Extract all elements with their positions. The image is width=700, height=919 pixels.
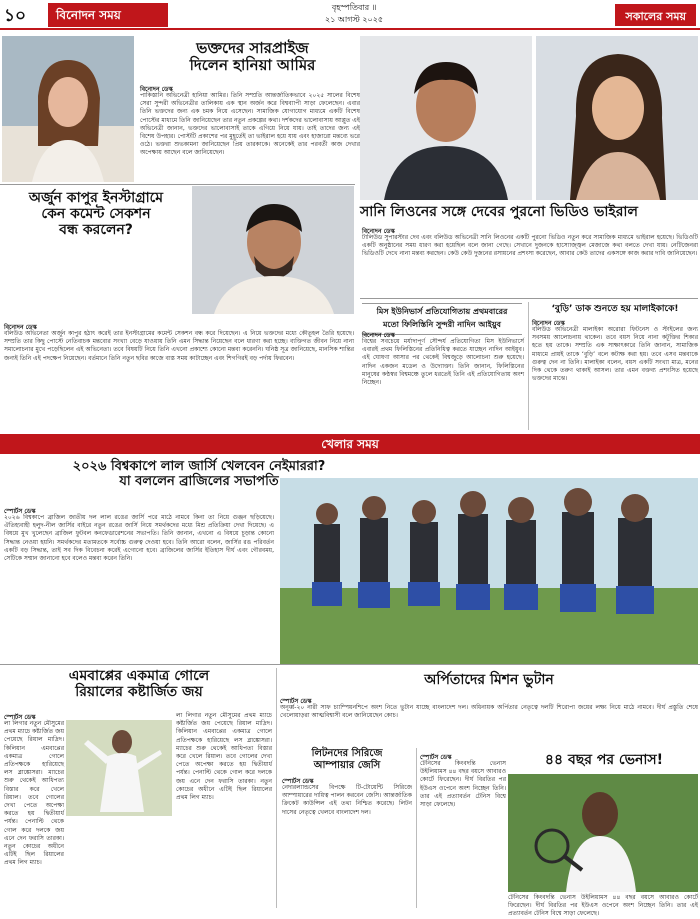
story4-byline: বিনোদন ডেস্ক: [362, 332, 395, 339]
story3-headline: সানি লিওনের সঙ্গে দেবের পুরনো ভিডিও ভাইরাল: [360, 204, 638, 220]
sport2-body: লা লিগার নতুন মৌসুমের প্রথম ম্যাচে কষ্টার্জিত জয় পেয়েছে রিয়াল মাদ্রিদ। কিলিয়ান এমবাপ্পের একমাত্র গোলে প্রতিপক্ষকে হারিয়েছে লস ব্লাঙ্কোসরা। ম্যাচের শুরু থেকেই আধিপত্য বিস্তার করে খেলে রিয়াল। তবে গোলের দেখা পেতে অপেক্ষা করতে হয় দ্বিতীয়ার্ধ পর্যন্ত। পেনাল্টি থেকে গোল করে দলকে জয় এনে দেন ফরাসি তারকা। নতুন কোচের অধীনে এটিই ছিল রিয়ালের প্রথম লিগ ম্যাচ।: [4, 720, 64, 867]
divider: [0, 184, 355, 185]
divider: [276, 668, 277, 908]
date-label: ২১ আগস্ট ২০২৫: [325, 15, 384, 24]
story2-byline: বিনোদন ডেস্ক: [4, 324, 37, 331]
sport5-headline: ৪৪ বছর পর ভেনাস!: [544, 752, 664, 768]
story5-byline: বিনোদন ডেস্ক: [532, 320, 565, 327]
sport4-byline: স্পোর্টস ডেস্ক: [282, 778, 314, 785]
sport3-body: অনূর্ধ্ব-২০ নারী সাফ চ্যাম্পিয়নশিপে অংশ নিতে ভুটান যাচ্ছে বাংলাদেশ দল। অধিনায়ক অর্পিতার নেতৃত্বে দলটি শিরোপা জয়ের লক্ষ্য নিয়ে মাঠে নামবে। দীর্ঘ প্রস্তুতি শেষে খেলোয়াড়রা আত্মবিশ্বাসী বলে জানিয়েছেন কোচ।: [280, 704, 698, 720]
team-photo: [280, 478, 698, 664]
sports-section-bar: [0, 434, 700, 454]
story3-byline: বিনোদন ডেস্ক: [362, 228, 395, 235]
dateline: [325, 2, 383, 26]
story1-headline: ভক্তদের সারপ্রাইজ দিলেন হানিয়া আমির: [189, 39, 316, 75]
story5-body: বলিউড অভিনেত্রী মালাইকা অরোরা ফিটনেস ও স্টাইলের জন্য সবসময় আলোচনায় থাকেন। তবে বয়স নিয়ে নানা কটূক্তির শিকার হতে হয় তাকে। সম্প্রতি এক সাক্ষাৎকারে তিনি জানান, সামাজিক মাধ্যমে প্রায়ই তাকে ‘বুড়ি’ বলে কটাক্ষ করা হয়। তবে এসব মন্তব্যকে গুরুত্ব দেন না তিনি। মালাইকা বলেন, বয়স একটি সংখ্যা মাত্র, মনের দিক থেকে তরুণ থাকাই আসল। তার এমন বক্তব্য প্রশংসিত হয়েছে ভক্তদের মাঝে।: [532, 326, 698, 383]
story1-byline: বিনোদন ডেস্ক: [140, 86, 173, 93]
story2-headline: অর্জুন কাপুর ইনস্টাগ্রামে কেন কমেন্ট সেকশন বন্ধ করলেন?: [28, 190, 164, 239]
sport3-byline: স্পোর্টস ডেস্ক: [280, 698, 312, 705]
brand-logo: সকালের সময়: [615, 4, 696, 26]
sport1-body: ২০২৬ বিশ্বকাপে ব্রাজিল জাতীয় দল লাল রঙের জার্সি পরে মাঠে নামবে কিনা তা নিয়ে গুঞ্জন ছড়িয়েছে। ঐতিহ্যবাহী হলুদ-নীল জার্সির বাইরে নতুন রঙের জার্সি নিয়ে সমর্থকদের মধ্যে মিশ্র প্রতিক্রিয়া দেখা দিয়েছে। এ বিষয়ে মুখ খুলেছেন ব্রাজিল ফুটবল কনফেডারেশনের সভাপতি। তিনি জানান, এখনো এ বিষয়ে চূড়ান্ত কোনো সিদ্ধান্ত নেওয়া হয়নি। সমর্থকদের মতামতকে সর্বোচ্চ গুরুত্ব দেওয়া হবে। তিনি আরো বলেন, জার্সির রঙ পরিবর্তন একটি বড় সিদ্ধান্ত, তাই সব দিক বিবেচনা করেই এগোনো হবে। ব্রাজিলের জার্সির ইতিহাস দীর্ঘ এবং গৌরবময়, সেটিকে সম্মান জানানো হবে বলেও মন্তব্য করেন তিনি।: [4, 514, 274, 563]
sport5-body: টেনিসের কিংবদন্তি ভেনাস উইলিয়ামস ৪৪ বছর বয়সে আবারও কোর্টে ফিরেছেন। দীর্ঘ বিরতির পর ইউএস ওপেনে অংশ নিচ্ছেন তিনি। তার এই প্রত্যাবর্তন টেনিস বিশ্বে সাড়া ফেলেছে।: [420, 760, 506, 809]
sport2-byline: স্পোর্টস ডেস্ক: [4, 714, 36, 721]
sunny-photo: [536, 36, 698, 200]
story5-headline: ‘বুড়ি’ ডাক শুনতে হয় মালাইকাকে!: [551, 304, 679, 314]
arjun-photo: [192, 186, 354, 314]
divider: [416, 748, 417, 908]
story4-body: বিশ্বের সবচেয়ে মর্যাদাপূর্ণ সৌন্দর্য প্রতিযোগিতা মিস ইউনিভার্সে এবারই প্রথম ফিলিস্তিনের প্রতিনিধিত্ব করতে যাচ্ছেন নাদিন আইয়ুব। এই ঘোষণা আসার পর থেকেই বিশ্বজুড়ে আলোচনা শুরু হয়েছে। নাদিন একজন মডেল ও উদ্যোক্তা। তিনি জানান, ফিলিস্তিনের মানুষের কণ্ঠস্বর বিশ্বমঞ্চে তুলে ধরতেই তিনি এই প্রতিযোগিতায় অংশ নিচ্ছেন।: [362, 338, 524, 387]
sport1-byline: স্পোর্টস ডেস্ক: [4, 508, 36, 515]
day-label: বৃহস্পতিবার ॥: [331, 3, 377, 12]
section-label: বিনোদন সময়: [48, 3, 168, 27]
masthead: [0, 0, 700, 30]
sport3-headline: অর্পিতাদের মিশন ভুটান: [424, 672, 554, 688]
sport5-byline: স্পোর্টস ডেস্ক: [420, 754, 452, 761]
mbappe-photo: [66, 720, 172, 816]
divider: [360, 298, 698, 299]
sport4-body: নেদারল্যান্ডসের বিপক্ষে টি-টোয়েন্টি সিরিজে আম্পায়ারের দায়িত্ব পালন করবেন জেসি। আন্তর্জাতিক ক্রিকেট কাউন্সিল এই তথ্য নিশ্চিত করেছে। লিটন দাসের নেতৃত্বে খেলবে বাংলাদেশ দল।: [282, 784, 412, 816]
sport1-headline: ২০২৬ বিশ্বকাপে লাল জার্সি খেলবেন নেইমাররা? যা বললেন ব্রাজিলের সভাপতি: [72, 459, 326, 489]
story1-body: পাকিস্তানি অভিনেত্রী হানিয়া আমির। তিনি সম্প্রতি আন্তর্জাতিকভাবে ২০২৫ সালের বিশেষ সেরা সুন্দরী অভিনেত্রীর তালিকায় এক স্থান অর্জন করে বিশ্বব্যাপী সাড়া ফেলেছেন। এবার তিনি ভক্তদের জন্য এক চমক নিয়ে এসেছেন। সামাজিক যোগাযোগ মাধ্যমে একটি বিশেষ পোস্টের মাধ্যমে তিনি জানিয়েছেন তার নতুন প্রকল্পের কথা। দর্শকদের ভালোবাসায় আপ্লুত এই অভিনেত্রী জানান, ভক্তদের ভালোবাসাই তাকে এগিয়ে নিয়ে যায়। তাই তাদের জন্য এই বিশেষ উপহার। পোস্টটি প্রকাশের পর মুহূর্তেই তা ভাইরাল হয়ে যায় এবং হাজারো মন্তব্যে ভরে ওঠে। ভক্তরা শুভকামনা জানিয়েছেন প্রিয় তারকাকে। অনেকেই তার পরবর্তী কাজ দেখার অপেক্ষায় আছেন বলে জানিয়েছেন।: [140, 92, 360, 157]
sport5-caption: টেনিসের কিংবদন্তি ভেনাস উইলিয়ামস ৪৪ বছর বয়সে আবারও কোর্টে ফিরেছেন। দীর্ঘ বিরতির পর ইউএস ওপেনে অংশ নিচ্ছেন তিনি। তার এই প্রত্যাবর্তন টেনিস বিশ্বে সাড়া ফেলেছে।: [508, 894, 698, 918]
sports-section-title: খেলার সময়: [321, 437, 379, 451]
page-number: ১০: [4, 6, 27, 26]
sport4-headline: লিটনদের সিরিজে আম্পায়ার জেসি: [311, 748, 383, 771]
divider: [0, 664, 700, 665]
dev-photo: [360, 36, 532, 200]
divider: [528, 302, 529, 430]
story2-body: বলিউড অভিনেতা অর্জুন কাপুর হঠাৎ করেই তার ইনস্টাগ্রামের কমেন্ট সেকশন বন্ধ করে দিয়েছেন। এ নিয়ে ভক্তদের মধ্যে কৌতূহল তৈরি হয়েছে। সম্প্রতি তার কিছু পোস্টে নেতিবাচক মন্তব্যের সংখ্যা বেড়ে যাওয়ায় তিনি এমন সিদ্ধান্ত নিয়েছেন বলে ধারণা করা হচ্ছে। ব্যক্তিগত জীবন নিয়ে নানা সমালোচনার মুখে পড়েছিলেন এই অভিনেতা। তবে বিষয়টি নিয়ে তিনি এখনো প্রকাশ্যে কোনো মন্তব্য করেননি। ঘনিষ্ঠ সূত্র জানিয়েছে, মানসিক শান্তির জন্যই তিনি এই পদক্ষেপ নিয়েছেন। বর্তমানে তিনি নতুন ছবির কাজে ব্যস্ত সময় কাটাচ্ছেন এবং শিগগিরই বড় পর্দায় ফিরবেন।: [4, 330, 354, 362]
story3-body: টালিউড সুপারস্টার দেব এবং বলিউড অভিনেত্রী সানি লিওনের একটি পুরনো ভিডিও নতুন করে সামাজিক মাধ্যমে ভাইরাল হয়েছে। ভিডিওটি একটি অনুষ্ঠানের সময় ধারণ করা হয়েছিল বলে জানা গেছে। সেখানে দুজনকে হাস্যোজ্জ্বল মেজাজে কথা বলতে দেখা যায়। নেটিজেনরা ভিডিওটি দেখে নানা মন্তব্য করছেন। কেউ কেউ দুজনের রসায়নের প্রশংসা করেছেন, আবার কেউ তাদের একসঙ্গে কাজ করার দাবি জানিয়েছেন।: [362, 234, 698, 258]
sport2-headline: এমবাপ্পের একমাত্র গোলে রিয়ালের কষ্টার্জিত জয়: [68, 668, 210, 701]
sport2-body-right: লা লিগার নতুন মৌসুমের প্রথম ম্যাচে কষ্টার্জিত জয় পেয়েছে রিয়াল মাদ্রিদ। কিলিয়ান এমবাপ্পের একমাত্র গোলে প্রতিপক্ষকে হারিয়েছে লস ব্লাঙ্কোসরা। ম্যাচের শুরু থেকেই আধিপত্য বিস্তার করে খেলে রিয়াল। তবে গোলের দেখা পেতে অপেক্ষা করতে হয় দ্বিতীয়ার্ধ পর্যন্ত। পেনাল্টি থেকে গোল করে দলকে জয় এনে দেন ফরাসি তারকা। নতুন কোচের অধীনে এটিই ছিল রিয়ালের প্রথম লিগ ম্যাচ।: [176, 712, 272, 802]
hania-photo-left: [2, 36, 134, 182]
story4-headline: মিস ইউনিভার্স প্রতিযোগিতায় প্রথমবারের মতো ফিলিস্তিনি সুন্দরী নাদিন আইয়ুব: [362, 303, 522, 335]
venus-photo: [508, 774, 698, 892]
